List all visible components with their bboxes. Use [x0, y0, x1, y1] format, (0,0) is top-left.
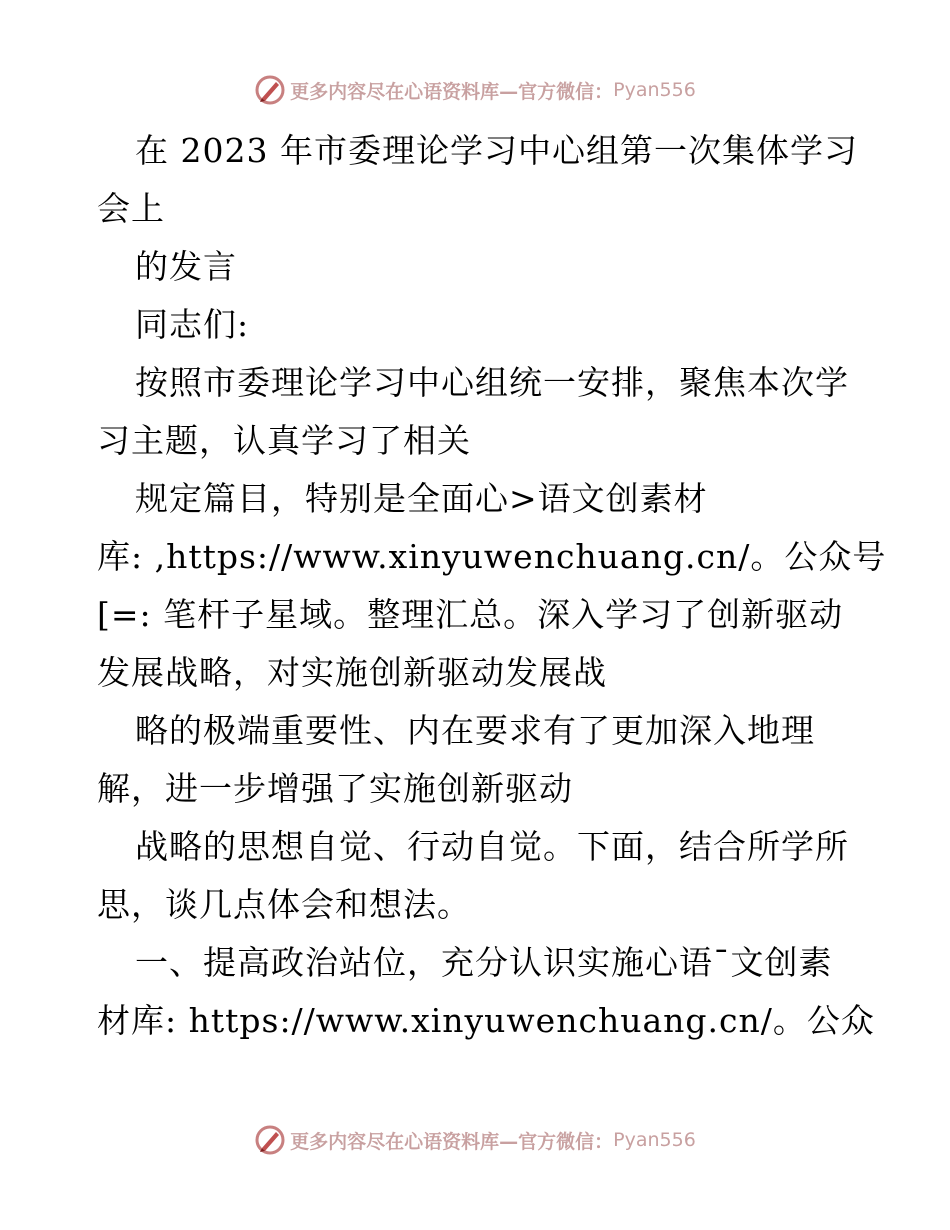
text-line: 规定篇目，特别是全面心>语文创素材 [135, 479, 708, 518]
text-line: 略的极端重要性、内在要求有了更加深入地理 [135, 711, 815, 750]
text-line: 习主题，认真学习了相关 [97, 421, 471, 460]
text-line: 按照市委理论学习中心组统一安排，聚焦本次学 [135, 363, 849, 402]
text-line: 会上 [97, 189, 165, 228]
footer-watermark-id: Pyan556 [613, 1129, 696, 1151]
text-line: 的发言 [135, 247, 237, 286]
text-line: 材库: https://www.xinyuwenchuang.cn/。公众 [97, 1001, 875, 1040]
pen-logo-icon [254, 1124, 286, 1156]
text-line: 思，谈几点体会和想法。 [97, 885, 471, 924]
header-watermark-text: 更多内容尽在心语资料库—官方微信： [290, 80, 614, 103]
text-line: 在 2023 年市委理论学习中心组第一次集体学习 [135, 131, 858, 170]
text-line: 解，进一步增强了实施创新驱动 [97, 769, 573, 808]
footer-watermark [0, 1120, 950, 1160]
text-line: 发展战略，对实施创新驱动发展战 [97, 653, 607, 692]
pen-logo-icon [254, 74, 286, 106]
text-line: 库: ,https://www.xinyuwenchuang.cn/。公众号 [97, 537, 887, 576]
header-watermark [0, 70, 950, 110]
header-watermark-id: Pyan556 [613, 79, 696, 101]
footer-watermark-text: 更多内容尽在心语资料库—官方微信： [290, 1130, 614, 1153]
text-line: 同志们: [135, 305, 250, 344]
text-line: 一、提高政治站位，充分认识实施心语¯文创素 [135, 943, 833, 982]
text-line: 战略的思想自觉、行动自觉。下面，结合所学所 [135, 827, 849, 866]
text-line: [=: 笔杆子星域。整理汇总。深入学习了创新驱动 [97, 595, 844, 634]
document-body [97, 122, 887, 1050]
